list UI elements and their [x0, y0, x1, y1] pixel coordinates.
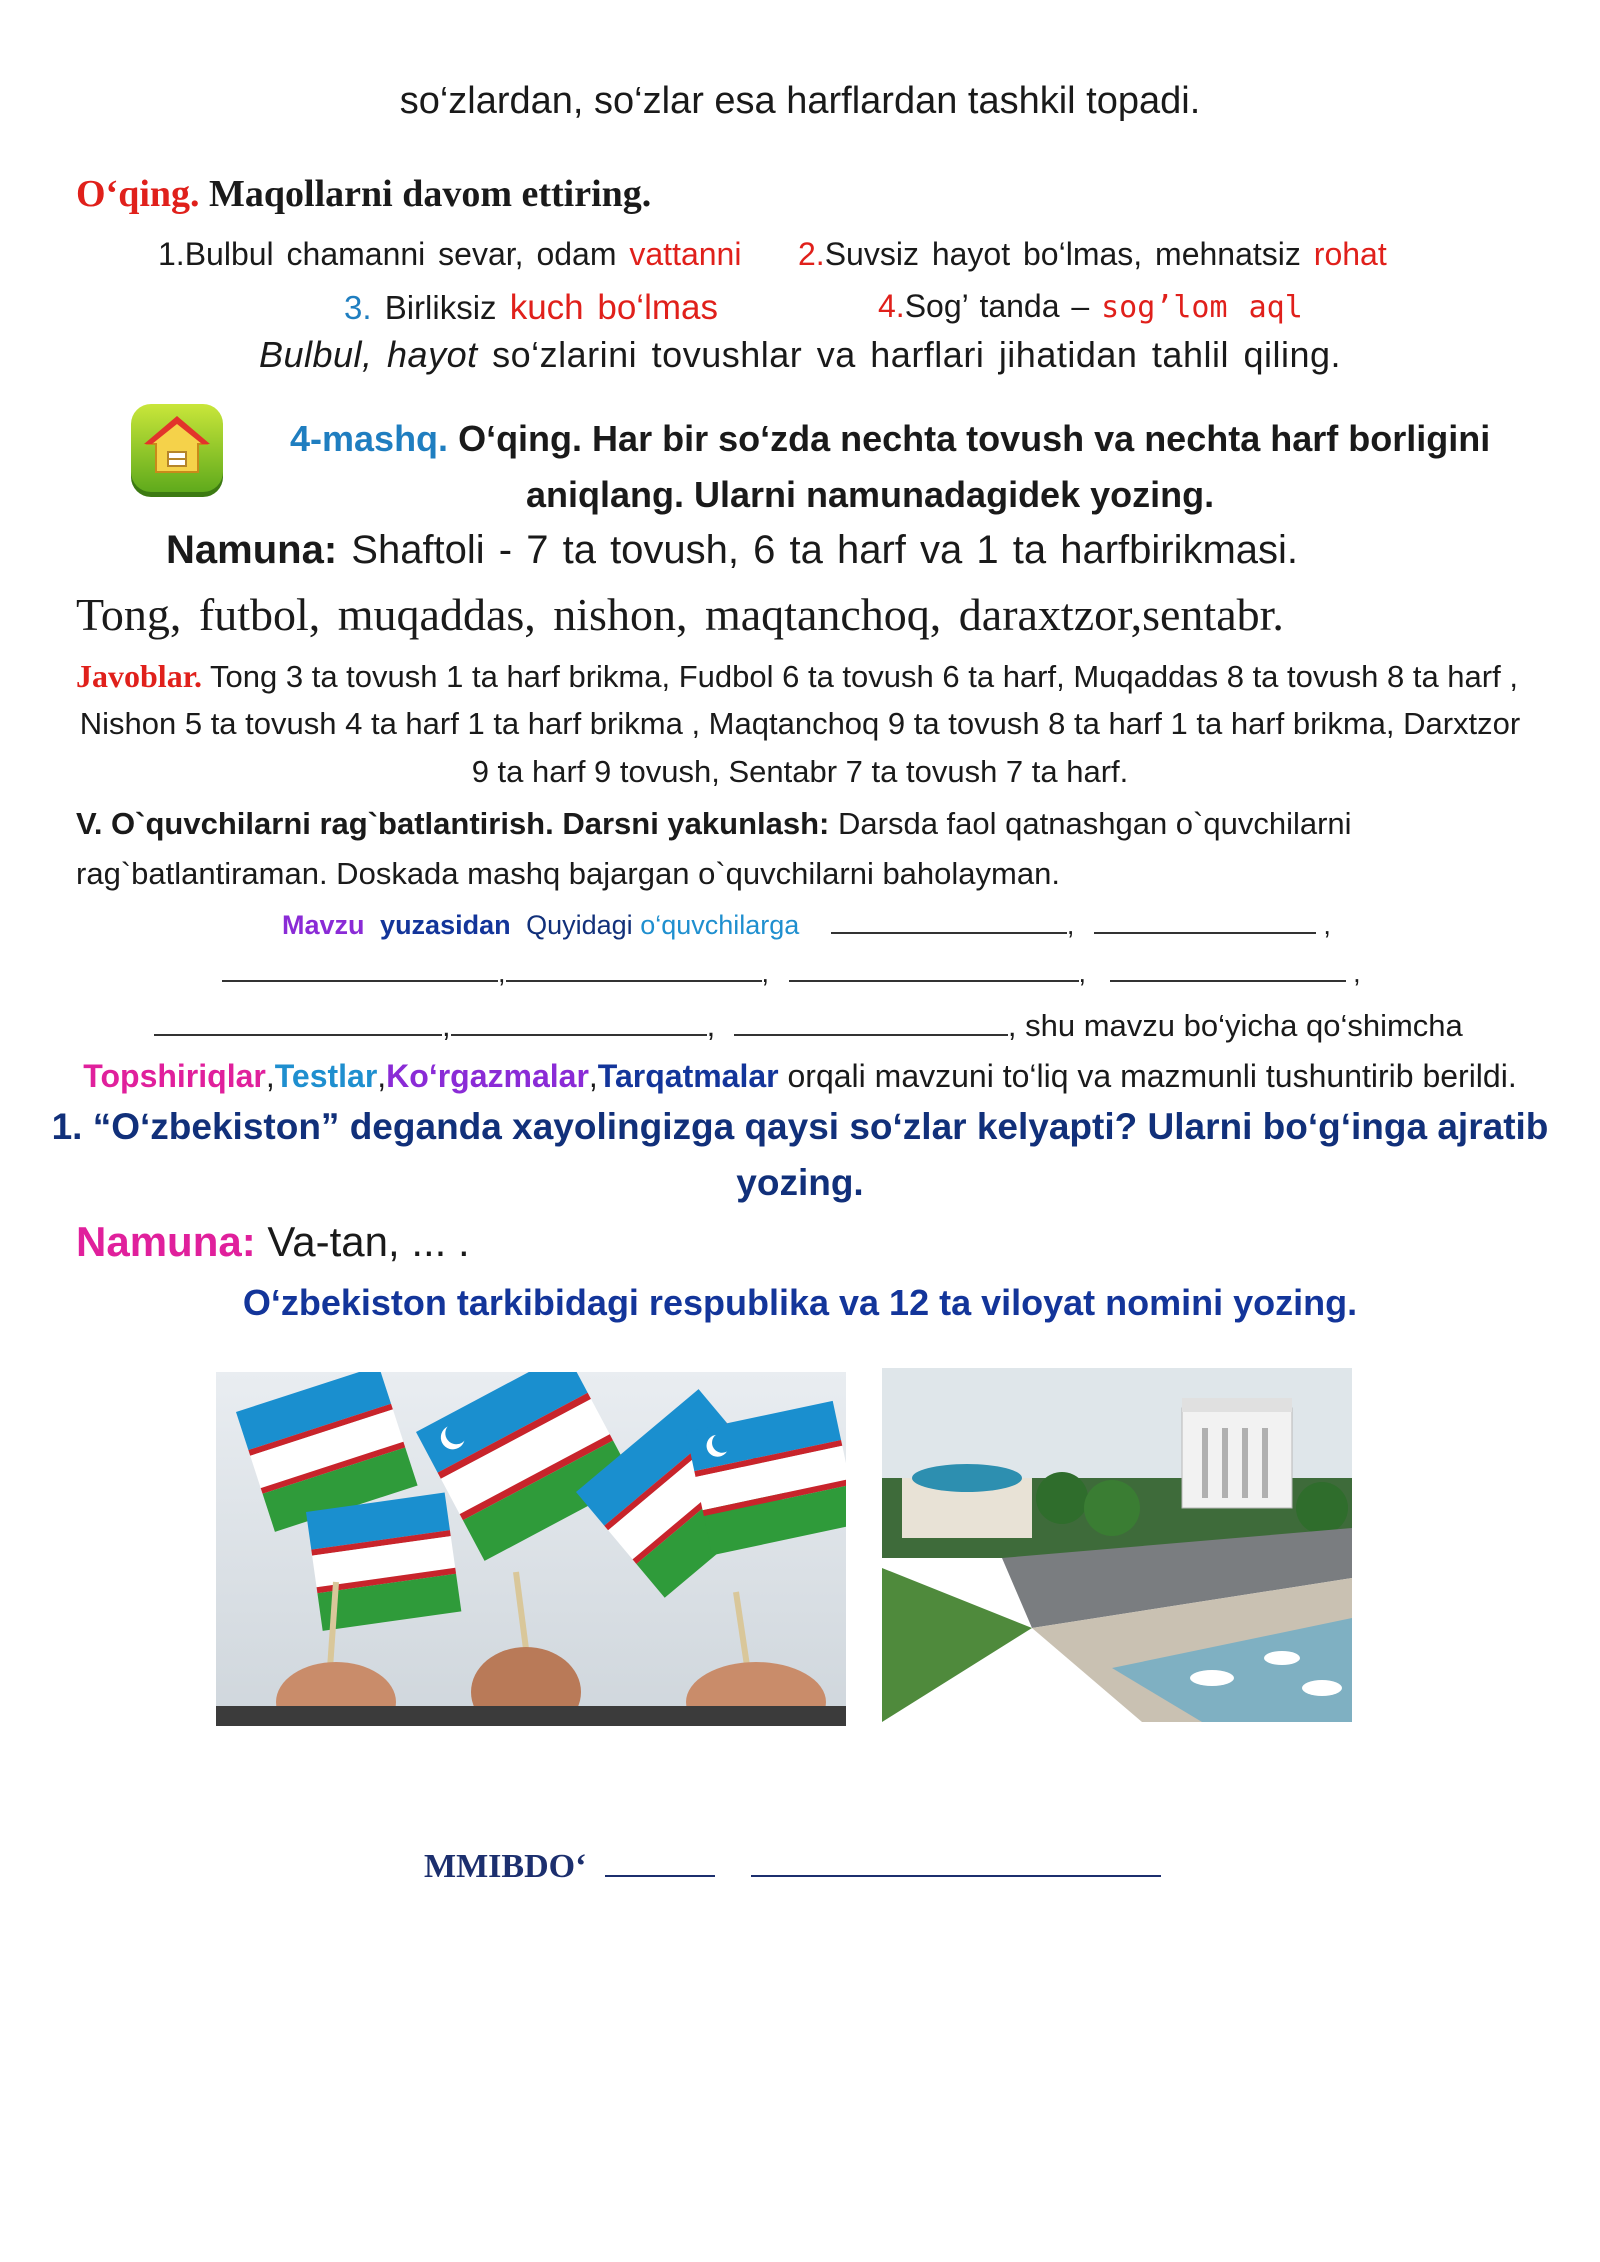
topic-line-3: , , , shu mavzu bo‘yicha qo‘shimcha	[154, 1008, 1463, 1044]
name-blank[interactable]	[789, 979, 1079, 982]
motivation-line-2: rag`batlantiraman. Doskada mashq bajargan o`quvchilarni baholayman.	[76, 856, 1060, 891]
name-blank[interactable]	[831, 931, 1067, 934]
topic-line-4: Topshiriqlar,Testlar,Ko‘rgazmalar,Tarqatmalar orqali mavzuni to‘liq va mazmunli tushuntirib berildi.	[83, 1058, 1517, 1094]
proverb-2: 2.Suvsiz hayot bo‘lmas, mehnatsiz rohat	[798, 236, 1387, 272]
name-blank[interactable]	[734, 1033, 1008, 1036]
flags-photo	[216, 1372, 846, 1726]
name-blank[interactable]	[154, 1033, 442, 1036]
task1-line-1: 1. “O‘zbekiston” deganda xayolingizga qaysi so‘zlar kelyapti? Ularni bo‘g‘inga ajratib	[51, 1106, 1549, 1147]
proverb-1: 1.Bulbul chamanni sevar, odam vattanni	[158, 236, 742, 272]
exercise4-heading-line2: aniqlang. Ularni namunadagidek yozing.	[526, 474, 1215, 515]
proverbs-heading: O‘qing. Maqollarni davom ettiring.	[76, 173, 652, 215]
proverb-3: 3. Birliksiz kuch bo‘lmas	[344, 288, 718, 327]
answers-line-3: 9 ta harf 9 tovush, Sentabr 7 ta tovush 7 ta harf.	[471, 754, 1129, 789]
exercise4-sample: Namuna: Shaftoli - 7 ta tovush, 6 ta harf va 1 ta harfbirikmasi.	[166, 528, 1299, 572]
name-blank[interactable]	[506, 979, 762, 982]
proverb-4: 4.Sog’ tanda – sog’lom aql	[878, 288, 1303, 325]
name-blank[interactable]	[222, 979, 498, 982]
analyze-line: Bulbul, hayot so‘zlarini tovushlar va harflari jihatidan tahlil qiling.	[258, 334, 1342, 375]
motivation-line-1: V. O`quvchilarni rag`batlantirish. Darsni yakunlash: Darsda faol qatnashgan o`quvchilarni	[76, 806, 1352, 841]
task1-regions: O‘zbekiston tarkibidagi respublika va 12 ta viloyat nomini yozing.	[242, 1282, 1358, 1323]
name-blank[interactable]	[451, 1033, 707, 1036]
footer-blank-long[interactable]	[751, 1874, 1161, 1877]
footer-blank-short[interactable]	[605, 1874, 715, 1877]
name-blank[interactable]	[1094, 931, 1316, 934]
exercise4-heading: 4-mashq. O‘qing. Har bir so‘zda nechta tovush va nechta harf borligini	[290, 418, 1491, 459]
task1-line-2: yozing.	[736, 1162, 864, 1203]
topic-line-2: , , , ,	[222, 958, 1361, 989]
intro-line: so‘zlardan, so‘zlar esa harflardan tashkil topadi.	[399, 80, 1201, 122]
exercise4-words: Tong, futbol, muqaddas, nishon, maqtanchoq, daraxtzor,sentabr.	[76, 589, 1284, 640]
footer: MMIBDO‘	[424, 1848, 1161, 1886]
city-photo	[882, 1368, 1352, 1722]
name-blank[interactable]	[1110, 979, 1346, 982]
answers-line-2: Nishon 5 ta tovush 4 ta harf 1 ta harf brikma , Maqtanchoq 9 ta tovush 8 ta harf 1 ta harf brikma, Darxtzor	[79, 706, 1521, 741]
task1-sample: Namuna: Va-tan, ... .	[76, 1218, 470, 1265]
topic-line-1: Mavzu yuzasidan Quyidagi o‘quvchilarga , ,	[282, 910, 1331, 940]
home-icon	[128, 402, 226, 500]
answers-line-1: Javoblar. Tong 3 ta tovush 1 ta harf brikma, Fudbol 6 ta tovush 6 ta harf, Muqaddas 8 ta tovush 8 ta harf ,	[76, 658, 1518, 694]
